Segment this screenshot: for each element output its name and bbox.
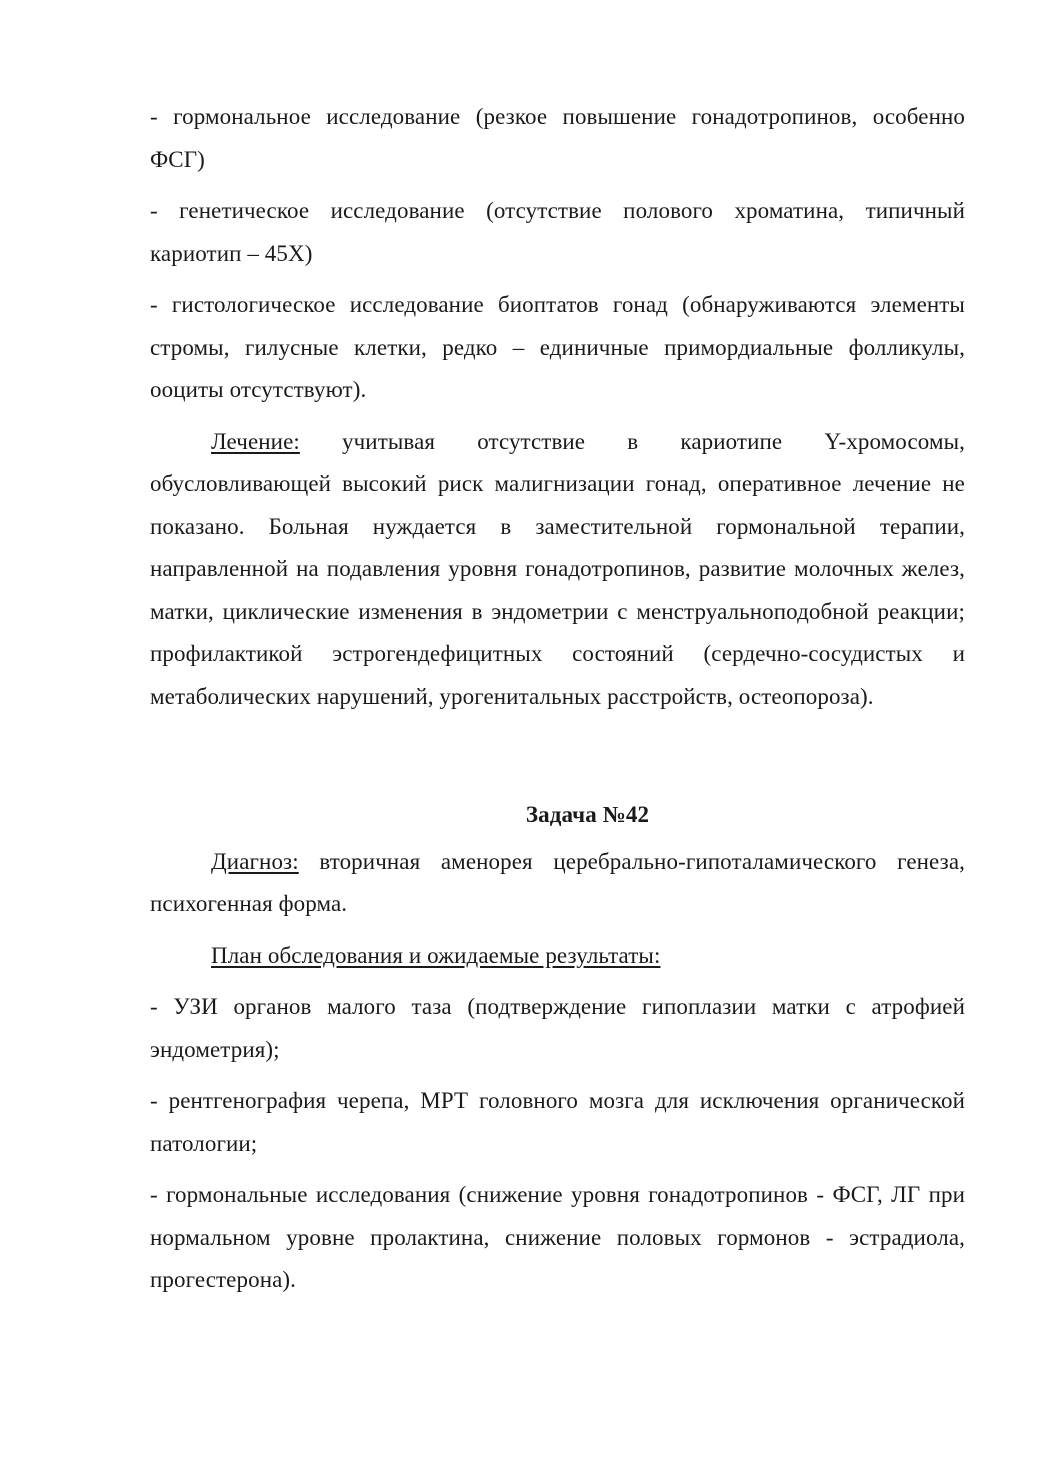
- plan-item-radiography: - рентгенография черепа, МРТ головного мозга для исключения органической патологии;: [150, 1088, 965, 1156]
- plan-item-hormonal: - гормональные исследования (снижение уровня гонадотропинов - ФСГ, ЛГ при нормальном уровне пролактина, снижение половых гормонов - эстрадиола, прогестерона).: [150, 1182, 965, 1292]
- task-heading: Задача №42: [525, 802, 650, 827]
- plan-item-ultrasound: - УЗИ органов малого таза (подтверждение гипоплазии матки с атрофией эндометрия);: [150, 994, 965, 1062]
- paragraph-histological-study: - гистологическое исследование биоптатов гонад (обнаруживаются элементы стромы, гилусные клетки, редко – единичные примордиальные фолликулы, ооциты отсутствуют).: [150, 292, 965, 402]
- paragraph-plan-title: [150, 935, 965, 978]
- treatment-label: Лечение:: [211, 428, 300, 454]
- paragraph-treatment: [150, 421, 965, 719]
- plan-label: План обследования и ожидаемые результаты:: [211, 942, 661, 968]
- paragraph-genetic-study: - генетическое исследование (отсутствие полового хроматина, типичный кариотип – 45Х): [150, 198, 965, 266]
- diagnosis-label: Диагноз:: [211, 848, 299, 874]
- diagnosis-text: вторичная аменорея церебрально-гипоталамического генеза, психогенная форма.: [150, 848, 965, 916]
- paragraph-diagnosis: [150, 841, 965, 926]
- document-content: [150, 96, 965, 1302]
- treatment-text: учитывая отсутствие в кариотипе Y-хромосомы, обусловливающей высокий риск малигнизации гонад, оперативное лечение не показано. Больная нуждается в заместительной гормональной терапии, направленной на подавления уровня гонадотропинов, развитие молочных желез, матки, циклические изменения в эндометрии с менструальноподобной реакции; профилактикой эстрогендефицитных состояний (сердечно-сосудистых и метаболических нарушений, урогенитальных расстройств, остеопороза).: [150, 428, 965, 709]
- paragraph-hormonal-study: - гормональное исследование (резкое повышение гонадотропинов, особенно ФСГ): [150, 104, 965, 172]
